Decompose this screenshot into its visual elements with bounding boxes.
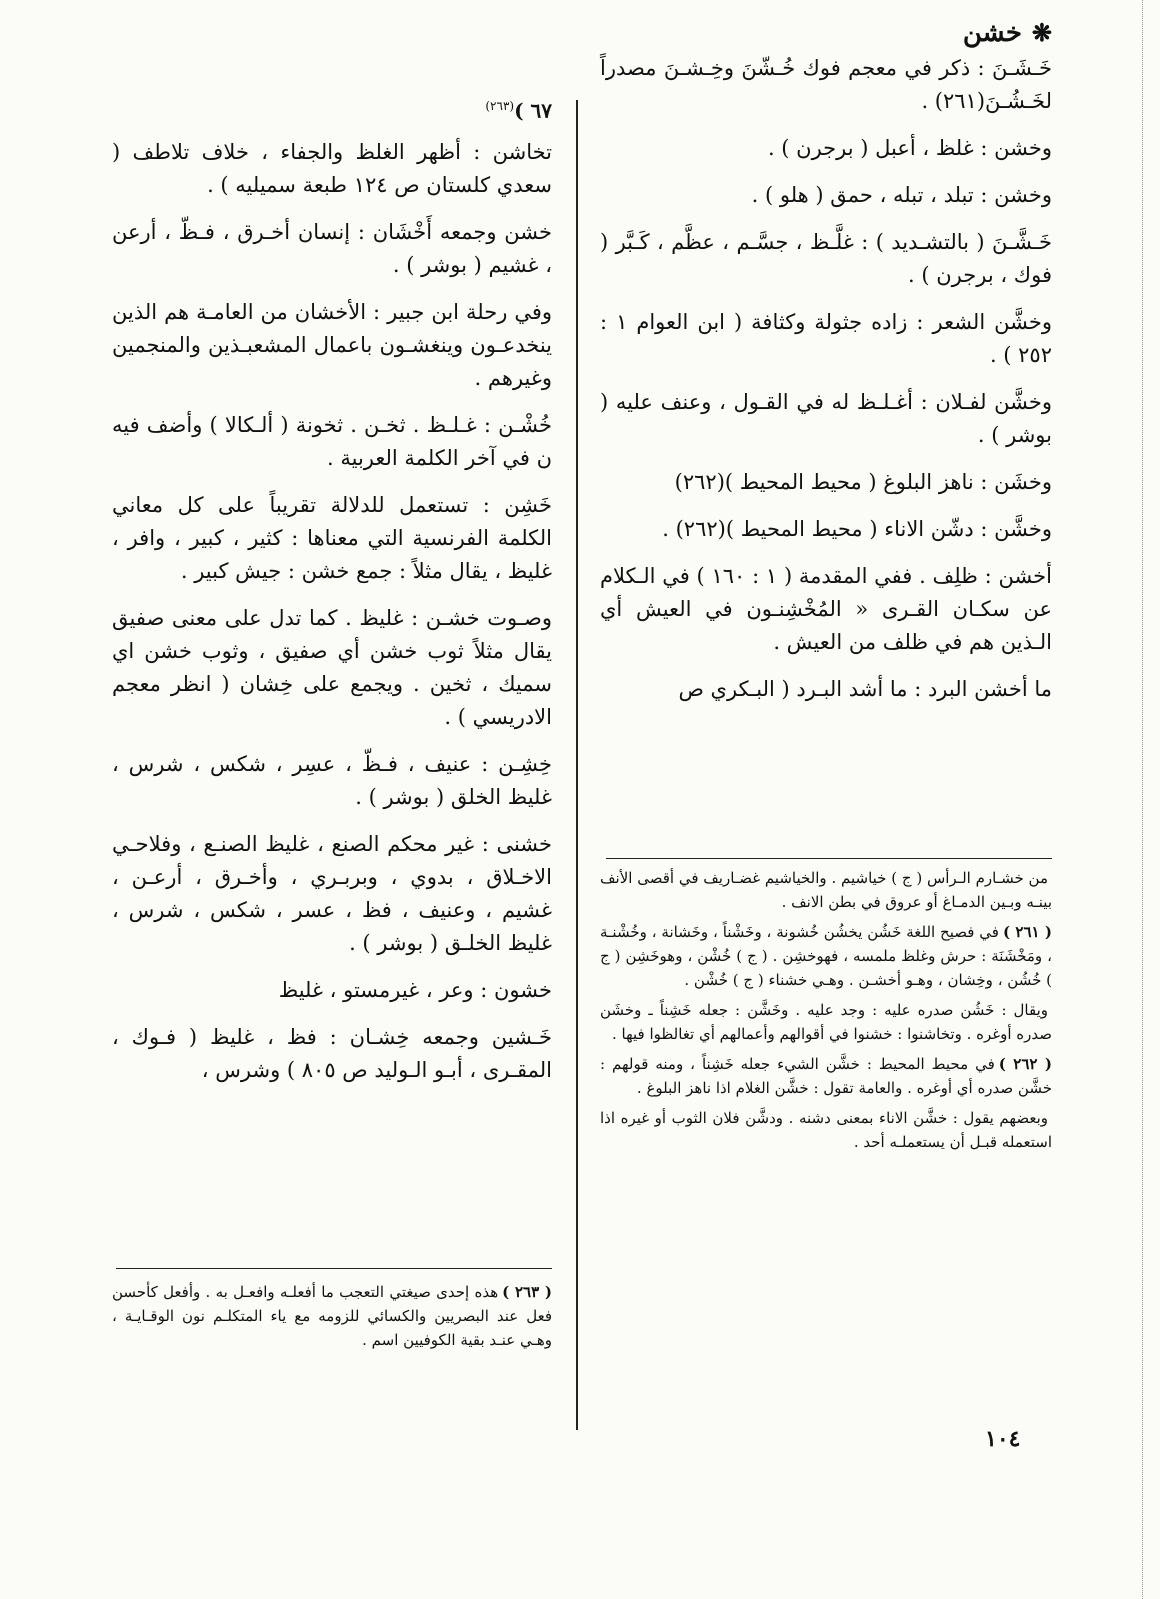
- footnote: [600, 1106, 1052, 1154]
- footnote-text: في فصيح اللغة خَشُن يخشُن خُشونة ، وخَشْناً ، وخَشانة ، وخُشْنـة ، ومَخْشَنَة : حرش وغلظ ملمسه ، فهوخشِن . ( ج ) خُشْن ، وهوخَشِن ( ج ) خُشُن ، وخِشان ، وهـو أخشـن . وهـي خشناء ( ج ) خُشْن .: [600, 923, 1052, 989]
- page-reference: [485, 92, 552, 125]
- footnote-text: من خشـارم الـرأس ( ج ) خياشيم . والخياشيم غضـاريف في أقصى الأنف بينـه وبـين الدمـاغ أو عروق في بطن الانف .: [600, 869, 1052, 911]
- entry: خِشِـن : عنيف ، فـظّ ، عسِر ، شكس ، شرس ، غليظ الخلق ( بوشر ) .: [112, 752, 552, 809]
- column-divider: [576, 100, 578, 1430]
- right-footnotes: [600, 866, 1052, 1160]
- entry: ما أخشن البرد : ما أشد البـرد ( البـكري ص: [678, 677, 1052, 701]
- right-entries: [600, 52, 1052, 720]
- footnote: [600, 998, 1052, 1046]
- footnote-text: هذه إحدى صيغتي التعجب ما أفعلـه وافعـل به . وأفعل كأحسن فعل عند البصريين والكسائي للزومه مع ياء المتكلـم نون الوقـايـة ، وهـي عنـد بقية الكوفيين اسم .: [112, 1283, 552, 1349]
- right-column: [600, 0, 1052, 1440]
- footnote-number: ( ٢٦١ ): [1002, 923, 1052, 941]
- entry: خَشِن : تستعمل للدلالة تقريباً على كل معاني الكلمة الفرنسية التي معناها : كثير ، كبير ، وافر ، غليظ ، يقال مثلاً : جمع خشن : جيش كبير .: [112, 493, 552, 583]
- entry: وخشَّن لفـلان : أغـلـظ له في القـول ، وعنف عليه ( بوشر ) .: [600, 390, 1052, 447]
- entry: وخشن : تبلد ، تبله ، حمق ( هلو ) .: [751, 183, 1052, 207]
- footnote-separator: [116, 1268, 552, 1269]
- entry: وفي رحلة ابن جبير : الأخشان من العامـة هم الذين ينخدعـون وينغشـون باعمال المشعبـذين والمنجمين وغيرهم .: [112, 300, 552, 390]
- left-entries: [112, 136, 552, 1101]
- entry: خَـشين وجمعه خِشـان : فظ ، غليظ ( فـوك ، المقـرى ، أبـو الـوليد ص ٨٠٥ ) وشرس ،: [112, 1025, 552, 1082]
- footnote: [600, 1052, 1052, 1100]
- footnote: [600, 920, 1052, 992]
- entry: وخشَّن : دشّن الاناء ( محيط المحيط )(٢٦٢) .: [662, 517, 1052, 541]
- entry: أخشن : ظلِف . ففي المقدمة ( ١ : ١٦٠ ) في الـكلام عن سكـان القـرى « المُخْشِنـون في العيش أي الـذين هم في ظلف من العيش .: [600, 564, 1052, 654]
- footnote-separator: [606, 858, 1052, 859]
- page-reference-footnote: (٢٦٣): [485, 99, 515, 113]
- page-reference-number: ٦٧ ): [514, 98, 552, 123]
- entry: وخشن : غلظ ، أعبل ( برجرن ) .: [767, 136, 1052, 160]
- page-number: ١٠٤: [985, 1426, 1021, 1452]
- entry: تخاشن : أظهر الغلظ والجفاء ، خلاف تلاطف ( سعدي كلستان ص ١٢٤ طبعة سميليه ) .: [112, 140, 552, 197]
- entry: خَـشَـنَ : ذكر في معجم فوك خُـشّنَ وخِـشـنَ مصدراً لخَـشُـنَ(٢٦١) .: [600, 56, 1052, 113]
- footnote: [112, 1280, 552, 1352]
- entry: خشون : وعر ، غيرمستو ، غليظ: [278, 978, 552, 1002]
- entry: وخشَن : ناهز البلوغ ( محيط المحيط )(٢٦٢): [674, 470, 1052, 494]
- left-column: [112, 0, 552, 1440]
- footnote-text: ويقال : خَشُن صدره عليه : وجد عليه . وخَشَّن : جعله خَشِناً ـ وخشَن صدره أوغره . وتخاشنوا : خشنوا في أقوالهم وأعمالهم أي تغالظوا فيها .: [600, 1001, 1052, 1043]
- footnote-text: في محيط المحيط : خشَّن الشيء جعله خَشِناً ، ومنه قولهم : خشَّن صدره أي أوغره . والعامة تقول : خشَّن الغلام اذا ناهز البلوغ .: [600, 1055, 1052, 1097]
- asterism-icon: ❋: [1031, 18, 1052, 47]
- entry: خشن وجمعه أَخْشَان : إنسان أخـرق ، فـظّ ، أرعن ، غشيم ( بوشر ) .: [112, 220, 552, 277]
- footnote-number: ( ٢٦٢ ): [998, 1055, 1052, 1073]
- footnote: [600, 866, 1052, 914]
- left-footnotes: [112, 1280, 552, 1358]
- heading-word: خشن: [962, 18, 1022, 48]
- entry: خشنى : غير محكم الصنع ، غليظ الصنـع ، وفلاحـي الاخـلاق ، بدوي ، وبربـري ، وأخـرق ، أرعـن ، غشيم ، وعنيف ، فظ ، عسر ، شكس ، شرس ، غليظ الخلـق ( بوشر ) .: [112, 832, 552, 955]
- footnote-text: وبعضهم يقول : خشَّن الاناء بمعنى دشنه . ودشَّن فلان الثوب أو غيره اذا استعمله قبـل أن يستعملـه أحد .: [600, 1109, 1052, 1151]
- footnote-number: ( ٢٦٣ ): [502, 1283, 552, 1301]
- entry-heading: [963, 18, 1052, 48]
- entry: خَـشَّـنَ ( بالتشـديد ) : غلَّـظ ، جسَّـم ، عظَّم ، كَـبَّر ( فوك ، برجرن ) .: [600, 230, 1052, 287]
- entry: خُشْـن : غـلـظ . ثخـن . ثخونة ( ألـكالا ) وأضف فيه ن في آخر الكلمة العربية .: [112, 413, 552, 470]
- entry: وصـوت خشـن : غليظ . كما تدل على معنى صفيق يقال مثلاً ثوب خشن أي صفيق ، وثوب خشن اي سميك ، ثخين . ويجمع على خِشان ( انظر معجم الادريسي ) .: [112, 606, 552, 729]
- scan-edge: [1142, 0, 1143, 1599]
- entry: وخشَّن الشعر : زاده جثولة وكثافة ( ابن العوام ١ : ٢٥٢ ) .: [600, 310, 1052, 367]
